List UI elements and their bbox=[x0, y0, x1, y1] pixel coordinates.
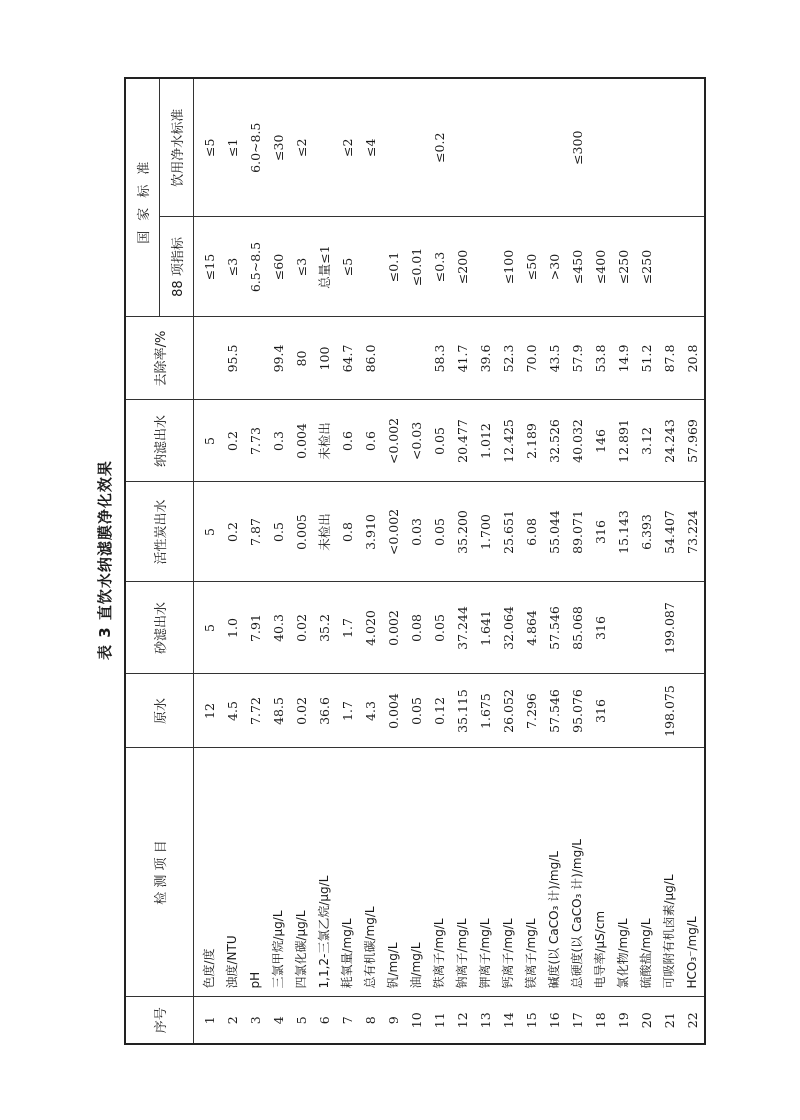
removal-rate-value: 64.7 bbox=[336, 317, 359, 400]
raw-water-value: 12 bbox=[194, 674, 222, 748]
nanofiltration-value: 0.004 bbox=[290, 400, 313, 482]
activated-carbon-value: 7.87 bbox=[244, 482, 267, 582]
row-item: 氯化物/mg/L bbox=[612, 748, 635, 997]
table-row bbox=[497, 78, 520, 1044]
raw-water-value: 198.075 bbox=[658, 674, 681, 748]
removal-rate-value: 51.2 bbox=[635, 317, 658, 400]
row-index: 8 bbox=[359, 997, 382, 1044]
nanofiltration-value: 32.526 bbox=[543, 400, 566, 482]
table-row bbox=[313, 78, 336, 1044]
drinking-standard-value: ≤30 bbox=[267, 78, 290, 217]
removal-rate-value: 95.5 bbox=[221, 317, 244, 400]
drinking-standard-value: ≤2 bbox=[290, 78, 313, 217]
raw-water-value: 36.6 bbox=[313, 674, 336, 748]
table-row bbox=[681, 78, 705, 1044]
table-row bbox=[359, 78, 382, 1044]
nanofiltration-value: 0.6 bbox=[359, 400, 382, 482]
nanofiltration-value: 24.243 bbox=[658, 400, 681, 482]
row-item: HCO₃⁻/mg/L bbox=[681, 748, 705, 997]
row-index: 6 bbox=[313, 997, 336, 1044]
table-row bbox=[405, 78, 428, 1044]
std-88-value: ≤15 bbox=[194, 217, 222, 317]
nanofiltration-value: 40.032 bbox=[566, 400, 589, 482]
drinking-standard-value bbox=[635, 78, 658, 217]
nanofiltration-value: 12.425 bbox=[497, 400, 520, 482]
drinking-standard-value: ≤1 bbox=[221, 78, 244, 217]
std-88-value: 总量≤1 bbox=[313, 217, 336, 317]
header-national-standard: 国家标准 bbox=[125, 78, 160, 317]
nanofiltration-value: 未检出 bbox=[313, 400, 336, 482]
std-88-value: ≤450 bbox=[566, 217, 589, 317]
header-item: 检 测 项 目 bbox=[125, 748, 194, 997]
std-88-value bbox=[474, 217, 497, 317]
nanofiltration-value: 12.891 bbox=[612, 400, 635, 482]
row-index: 16 bbox=[543, 997, 566, 1044]
raw-water-value: 0.02 bbox=[290, 674, 313, 748]
row-index: 15 bbox=[520, 997, 543, 1044]
raw-water-value: 0.12 bbox=[428, 674, 451, 748]
activated-carbon-value: 35.200 bbox=[451, 482, 474, 582]
row-item: 1,1,2-三氯乙烷/μg/L bbox=[313, 748, 336, 997]
activated-carbon-value: 5 bbox=[194, 482, 222, 582]
raw-water-value: 1.7 bbox=[336, 674, 359, 748]
drinking-standard-value: 6.0~8.5 bbox=[244, 78, 267, 217]
row-item: 钠离子/mg/L bbox=[451, 748, 474, 997]
std-88-value: ≤3 bbox=[221, 217, 244, 317]
sand-filter-value: 199.087 bbox=[658, 582, 681, 674]
row-item: 浊度/NTU bbox=[221, 748, 244, 997]
raw-water-value: 4.5 bbox=[221, 674, 244, 748]
raw-water-value: 35.115 bbox=[451, 674, 474, 748]
row-index: 2 bbox=[221, 997, 244, 1044]
std-88-value: ≤200 bbox=[451, 217, 474, 317]
activated-carbon-value: 73.224 bbox=[681, 482, 705, 582]
row-item: 油/mg/L bbox=[405, 748, 428, 997]
raw-water-value bbox=[612, 674, 635, 748]
row-item: 总有机碳/mg/L bbox=[359, 748, 382, 997]
removal-rate-value: 43.5 bbox=[543, 317, 566, 400]
row-item: 耗氧量/mg/L bbox=[336, 748, 359, 997]
activated-carbon-value: 3.910 bbox=[359, 482, 382, 582]
nanofiltration-value: 2.189 bbox=[520, 400, 543, 482]
std-88-value: ≤3 bbox=[290, 217, 313, 317]
activated-carbon-value: 0.8 bbox=[336, 482, 359, 582]
sand-filter-value bbox=[635, 582, 658, 674]
sand-filter-value: 4.864 bbox=[520, 582, 543, 674]
removal-rate-value: 53.8 bbox=[589, 317, 612, 400]
row-index: 22 bbox=[681, 997, 705, 1044]
std-88-value: ≤60 bbox=[267, 217, 290, 317]
activated-carbon-value: 316 bbox=[589, 482, 612, 582]
nanofiltration-value: 0.2 bbox=[221, 400, 244, 482]
activated-carbon-value: 54.407 bbox=[658, 482, 681, 582]
std-88-value: ≤400 bbox=[589, 217, 612, 317]
header-nanofiltration: 纳滤出水 bbox=[125, 400, 194, 482]
sand-filter-value: 37.244 bbox=[451, 582, 474, 674]
activated-carbon-value: 0.005 bbox=[290, 482, 313, 582]
removal-rate-value: 80 bbox=[290, 317, 313, 400]
table-row bbox=[635, 78, 658, 1044]
raw-water-value bbox=[635, 674, 658, 748]
activated-carbon-value: 6.08 bbox=[520, 482, 543, 582]
sand-filter-value: 7.91 bbox=[244, 582, 267, 674]
row-index: 4 bbox=[267, 997, 290, 1044]
row-index: 1 bbox=[194, 997, 222, 1044]
drinking-standard-value bbox=[497, 78, 520, 217]
raw-water-value: 4.3 bbox=[359, 674, 382, 748]
sand-filter-value: 316 bbox=[589, 582, 612, 674]
table-row bbox=[589, 78, 612, 1044]
raw-water-value: 7.296 bbox=[520, 674, 543, 748]
nanofiltration-value: 3.12 bbox=[635, 400, 658, 482]
std-88-value: ≤0.01 bbox=[405, 217, 428, 317]
row-item: 钒/mg/L bbox=[382, 748, 405, 997]
row-item: 钙离子/mg/L bbox=[497, 748, 520, 997]
removal-rate-value: 87.8 bbox=[658, 317, 681, 400]
raw-water-value: 1.675 bbox=[474, 674, 497, 748]
sand-filter-value bbox=[681, 582, 705, 674]
drinking-standard-value: ≤0.2 bbox=[428, 78, 451, 217]
row-item: 碱度(以 CaCO₃ 计)/mg/L bbox=[543, 748, 566, 997]
std-88-value: ≤50 bbox=[520, 217, 543, 317]
header-raw-water: 原水 bbox=[125, 674, 194, 748]
removal-rate-value: 86.0 bbox=[359, 317, 382, 400]
header-removal-rate: 去除率/% bbox=[125, 317, 194, 400]
row-item: 四氯化碳/μg/L bbox=[290, 748, 313, 997]
raw-water-value: 26.052 bbox=[497, 674, 520, 748]
row-index: 20 bbox=[635, 997, 658, 1044]
nanofiltration-value: 0.3 bbox=[267, 400, 290, 482]
std-88-value bbox=[658, 217, 681, 317]
removal-rate-value: 39.6 bbox=[474, 317, 497, 400]
drinking-standard-value bbox=[520, 78, 543, 217]
row-item: 总硬度(以 CaCO₃ 计)/mg/L bbox=[566, 748, 589, 997]
drinking-standard-value bbox=[612, 78, 635, 217]
std-88-value bbox=[359, 217, 382, 317]
drinking-standard-value: ≤300 bbox=[566, 78, 589, 217]
row-item: 色度/度 bbox=[194, 748, 222, 997]
table-row bbox=[267, 78, 290, 1044]
drinking-standard-value: ≤4 bbox=[359, 78, 382, 217]
raw-water-value: 0.05 bbox=[405, 674, 428, 748]
drinking-standard-value: ≤2 bbox=[336, 78, 359, 217]
table-title: 表 3 直饮水纳滤膜净化效果 bbox=[96, 460, 114, 660]
activated-carbon-value: 89.071 bbox=[566, 482, 589, 582]
removal-rate-value bbox=[194, 317, 222, 400]
row-index: 3 bbox=[244, 997, 267, 1044]
raw-water-value: 0.004 bbox=[382, 674, 405, 748]
table-row bbox=[221, 78, 244, 1044]
std-88-value: ≤0.3 bbox=[428, 217, 451, 317]
std-88-value: ≤0.1 bbox=[382, 217, 405, 317]
row-index: 18 bbox=[589, 997, 612, 1044]
removal-rate-value: 57.9 bbox=[566, 317, 589, 400]
std-88-value: ≤250 bbox=[635, 217, 658, 317]
removal-rate-value: 20.8 bbox=[681, 317, 705, 400]
table-row bbox=[474, 78, 497, 1044]
row-index: 19 bbox=[612, 997, 635, 1044]
table-row bbox=[194, 78, 222, 1044]
row-item: 钾离子/mg/L bbox=[474, 748, 497, 997]
table-row bbox=[336, 78, 359, 1044]
table-row bbox=[520, 78, 543, 1044]
sand-filter-value: 1.641 bbox=[474, 582, 497, 674]
removal-rate-value: 58.3 bbox=[428, 317, 451, 400]
nanofiltration-value: 7.73 bbox=[244, 400, 267, 482]
raw-water-value: 57.546 bbox=[543, 674, 566, 748]
std-88-value: >30 bbox=[543, 217, 566, 317]
drinking-standard-value bbox=[313, 78, 336, 217]
std-88-value: ≤100 bbox=[497, 217, 520, 317]
raw-water-value: 316 bbox=[589, 674, 612, 748]
row-item: 可吸附有机卤素/μg/L bbox=[658, 748, 681, 997]
sand-filter-value: 0.002 bbox=[382, 582, 405, 674]
removal-rate-value bbox=[244, 317, 267, 400]
table-row bbox=[451, 78, 474, 1044]
nanofiltration-value: 57.969 bbox=[681, 400, 705, 482]
removal-rate-value: 52.3 bbox=[497, 317, 520, 400]
nanofiltration-value: 20.477 bbox=[451, 400, 474, 482]
sand-filter-value: 1.0 bbox=[221, 582, 244, 674]
header-index: 序号 bbox=[125, 997, 194, 1044]
removal-rate-value bbox=[382, 317, 405, 400]
removal-rate-value: 100 bbox=[313, 317, 336, 400]
drinking-standard-value bbox=[681, 78, 705, 217]
removal-rate-value: 41.7 bbox=[451, 317, 474, 400]
drinking-standard-value bbox=[589, 78, 612, 217]
sand-filter-value: 57.546 bbox=[543, 582, 566, 674]
table-row bbox=[244, 78, 267, 1044]
activated-carbon-value: 0.2 bbox=[221, 482, 244, 582]
table-row bbox=[566, 78, 589, 1044]
drinking-standard-value bbox=[451, 78, 474, 217]
header-activated-carbon: 活性炭出水 bbox=[125, 482, 194, 582]
row-index: 5 bbox=[290, 997, 313, 1044]
table-row bbox=[612, 78, 635, 1044]
activated-carbon-value: 25.651 bbox=[497, 482, 520, 582]
removal-rate-value: 99.4 bbox=[267, 317, 290, 400]
drinking-standard-value: ≤5 bbox=[194, 78, 222, 217]
sand-filter-value: 85.068 bbox=[566, 582, 589, 674]
row-index: 21 bbox=[658, 997, 681, 1044]
sand-filter-value: 0.05 bbox=[428, 582, 451, 674]
row-item: pH bbox=[244, 748, 267, 997]
std-88-value: ≤5 bbox=[336, 217, 359, 317]
row-index: 14 bbox=[497, 997, 520, 1044]
sand-filter-value: 32.064 bbox=[497, 582, 520, 674]
row-item: 镁离子/mg/L bbox=[520, 748, 543, 997]
row-index: 12 bbox=[451, 997, 474, 1044]
raw-water-value: 95.076 bbox=[566, 674, 589, 748]
activated-carbon-value: 15.143 bbox=[612, 482, 635, 582]
row-index: 10 bbox=[405, 997, 428, 1044]
row-index: 17 bbox=[566, 997, 589, 1044]
nanofiltration-value: 0.6 bbox=[336, 400, 359, 482]
sand-filter-value: 0.08 bbox=[405, 582, 428, 674]
row-item: 铁离子/mg/L bbox=[428, 748, 451, 997]
purification-results-table bbox=[124, 79, 701, 1045]
row-item: 三氯甲烷/μg/L bbox=[267, 748, 290, 997]
sand-filter-value: 35.2 bbox=[313, 582, 336, 674]
drinking-standard-value bbox=[405, 78, 428, 217]
nanofiltration-value: 0.05 bbox=[428, 400, 451, 482]
sand-filter-value bbox=[612, 582, 635, 674]
table-row bbox=[290, 78, 313, 1044]
sand-filter-value: 4.020 bbox=[359, 582, 382, 674]
nanofiltration-value: 146 bbox=[589, 400, 612, 482]
drinking-standard-value bbox=[382, 78, 405, 217]
nanofiltration-value: <0.002 bbox=[382, 400, 405, 482]
nanofiltration-value: 5 bbox=[194, 400, 222, 482]
raw-water-value: 48.5 bbox=[267, 674, 290, 748]
table-row bbox=[428, 78, 451, 1044]
activated-carbon-value: 0.5 bbox=[267, 482, 290, 582]
activated-carbon-value: 0.05 bbox=[428, 482, 451, 582]
table-row bbox=[658, 78, 681, 1044]
header-drinking-standard: 饮用净水标准 bbox=[160, 78, 194, 217]
row-item: 电导率/μS/cm bbox=[589, 748, 612, 997]
activated-carbon-value: 1.700 bbox=[474, 482, 497, 582]
row-index: 11 bbox=[428, 997, 451, 1044]
nanofiltration-value: <0.03 bbox=[405, 400, 428, 482]
activated-carbon-value: 未检出 bbox=[313, 482, 336, 582]
drinking-standard-value bbox=[543, 78, 566, 217]
activated-carbon-value: 55.044 bbox=[543, 482, 566, 582]
activated-carbon-value: <0.002 bbox=[382, 482, 405, 582]
sand-filter-value: 0.02 bbox=[290, 582, 313, 674]
row-index: 9 bbox=[382, 997, 405, 1044]
activated-carbon-value: 6.393 bbox=[635, 482, 658, 582]
header-sand-filter: 砂滤出水 bbox=[125, 582, 194, 674]
drinking-standard-value bbox=[474, 78, 497, 217]
row-index: 13 bbox=[474, 997, 497, 1044]
raw-water-value bbox=[681, 674, 705, 748]
drinking-standard-value bbox=[658, 78, 681, 217]
nanofiltration-value: 1.012 bbox=[474, 400, 497, 482]
raw-water-value: 7.72 bbox=[244, 674, 267, 748]
table-row bbox=[543, 78, 566, 1044]
sand-filter-value: 5 bbox=[194, 582, 222, 674]
row-index: 7 bbox=[336, 997, 359, 1044]
std-88-value: 6.5~8.5 bbox=[244, 217, 267, 317]
activated-carbon-value: 0.03 bbox=[405, 482, 428, 582]
table-row bbox=[382, 78, 405, 1044]
removal-rate-value bbox=[405, 317, 428, 400]
std-88-value bbox=[681, 217, 705, 317]
sand-filter-value: 1.7 bbox=[336, 582, 359, 674]
sand-filter-value: 40.3 bbox=[267, 582, 290, 674]
row-item: 硫酸盐/mg/L bbox=[635, 748, 658, 997]
removal-rate-value: 70.0 bbox=[520, 317, 543, 400]
header-std-88: 88 项指标 bbox=[160, 217, 194, 317]
removal-rate-value: 14.9 bbox=[612, 317, 635, 400]
std-88-value: ≤250 bbox=[612, 217, 635, 317]
